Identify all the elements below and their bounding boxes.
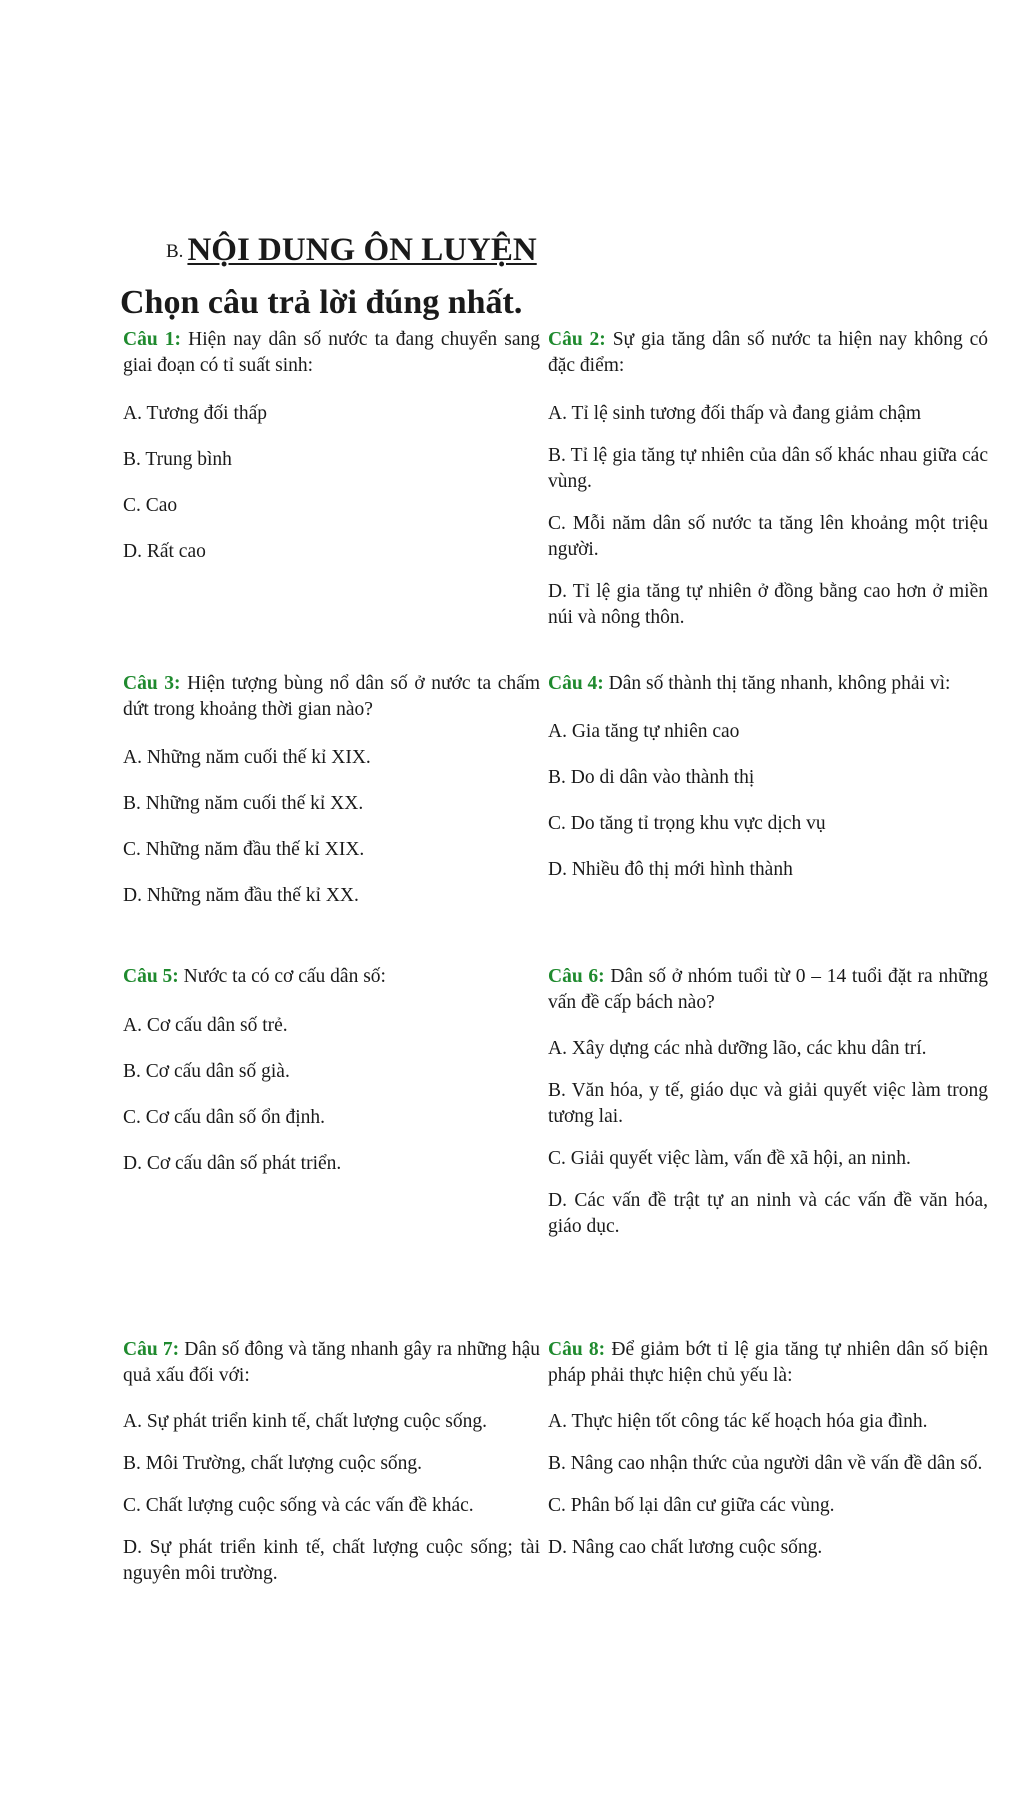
option-list [548,1409,988,1561]
question-text: Để giảm bớt tỉ lệ gia tăng tự nhiên dân số biện pháp phải thực hiện chủ yếu là: [548,1339,989,1386]
instruction-heading: Chọn câu trả lời đúng nhất. [120,284,523,321]
option-c: C. Mỗi năm dân số nước ta tăng lên khoảng một triệu người. [548,513,988,560]
question-7 [123,1337,540,1607]
option-a: A. Cơ cấu dân số trẻ. [123,1015,288,1036]
question-stem [548,964,988,1016]
option-c: C. Chất lượng cuộc sống và các vấn đề khác. [123,1495,474,1516]
option-b: B. Do di dân vào thành thị [548,767,755,788]
option-d: D. Cơ cấu dân số phát triển. [123,1153,342,1174]
question-1 [123,327,540,585]
option-b: B. Văn hóa, y tế, giáo dục và giải quyết việc làm trong tương lai. [548,1080,988,1127]
question-text: Hiện nay dân số nước ta đang chuyển sang giai đoạn có tỉ suất sinh: [123,329,541,376]
option-c: C. Giải quyết việc làm, vấn đề xã hội, an ninh. [548,1148,911,1169]
option-d: D. Những năm đầu thế kỉ XX. [123,885,359,906]
question-label: Câu 2: [548,329,606,350]
option-list [548,719,988,883]
option-list [548,401,988,631]
question-stem [548,671,988,697]
option-c: C. Những năm đầu thế kỉ XIX. [123,839,365,860]
option-list [123,745,540,909]
question-text: Dân số ở nhóm tuổi từ 0 – 14 tuổi đặt ra những vấn đề cấp bách nào? [548,966,989,1013]
option-d: D. Nâng cao chất lương cuộc sống. [548,1537,823,1558]
option-b: B. Tỉ lệ gia tăng tự nhiên của dân số khác nhau giữa các vùng. [548,445,988,492]
question-text: Nước ta có cơ cấu dân số: [183,966,386,987]
option-d: D. Nhiều đô thị mới hình thành [548,859,793,880]
question-2 [548,327,988,631]
section-heading [166,234,537,267]
question-label: Câu 8: [548,1339,606,1360]
option-a: A. Thực hiện tốt công tác kế hoạch hóa gia đình. [548,1411,928,1432]
question-label: Câu 5: [123,966,179,987]
option-c: C. Do tăng tỉ trọng khu vực dịch vụ [548,813,826,834]
question-label: Câu 1: [123,329,182,350]
question-label: Câu 7: [123,1339,180,1360]
option-a: A. Tương đối thấp [123,403,268,424]
question-5 [123,964,540,1197]
question-6 [548,964,988,1260]
option-b: B. Môi Trường, chất lượng cuộc sống. [123,1453,423,1474]
question-label: Câu 3: [123,673,181,694]
option-c: C. Cao [123,495,178,516]
question-3 [123,671,540,929]
question-8 [548,1337,988,1581]
option-d: D. Sự phát triển kinh tế, chất lượng cuộc sống; tài nguyên môi trường. [123,1537,540,1584]
option-c: C. Phân bố lại dân cư giữa các vùng. [548,1495,835,1516]
option-b: B. Trung bình [123,449,232,470]
option-d: D. Các vấn đề trật tự an ninh và các vấn đề văn hóa, giáo dục. [548,1190,988,1237]
option-a: A. Xây dựng các nhà dưỡng lão, các khu dân trí. [548,1038,927,1059]
question-stem [123,1337,540,1389]
option-c: C. Cơ cấu dân số ổn định. [123,1107,326,1128]
option-a: A. Những năm cuối thế kỉ XIX. [123,747,371,768]
question-stem [548,327,988,379]
option-a: A. Sự phát triển kinh tế, chất lượng cuộc sống. [123,1411,487,1432]
section-title: NỘI DUNG ÔN LUYỆN [187,232,537,268]
option-list [123,401,540,565]
option-b: B. Những năm cuối thế kỉ XX. [123,793,364,814]
question-stem [123,671,540,723]
option-list [123,1013,540,1177]
question-label: Câu 4: [548,673,604,694]
question-stem [548,1337,988,1389]
option-list [548,1036,988,1240]
option-b: B. Cơ cấu dân số già. [123,1061,290,1082]
question-text: Sự gia tăng dân số nước ta hiện nay không có đặc điểm: [548,329,989,376]
question-stem [123,964,540,990]
option-a: A. Gia tăng tự nhiên cao [548,721,740,742]
option-b: B. Nâng cao nhận thức của người dân về vấn đề dân số. [548,1453,983,1474]
question-text: Hiện tượng bùng nổ dân số ở nước ta chấm dứt trong khoảng thời gian nào? [123,673,540,720]
question-4 [548,671,988,903]
question-text: Dân số thành thị tăng nhanh, không phải vì: [608,673,951,694]
question-label: Câu 6: [548,966,605,987]
option-d: D. Rất cao [123,541,206,562]
option-list [123,1409,540,1587]
option-d: D. Tỉ lệ gia tăng tự nhiên ở đồng bằng cao hơn ở miền núi và nông thôn. [548,581,988,628]
option-a: A. Tỉ lệ sinh tương đối thấp và đang giảm chậm [548,403,922,424]
question-stem [123,327,540,379]
section-letter: B. [166,241,184,262]
question-text: Dân số đông và tăng nhanh gây ra những hậu quả xấu đối với: [123,1339,541,1386]
